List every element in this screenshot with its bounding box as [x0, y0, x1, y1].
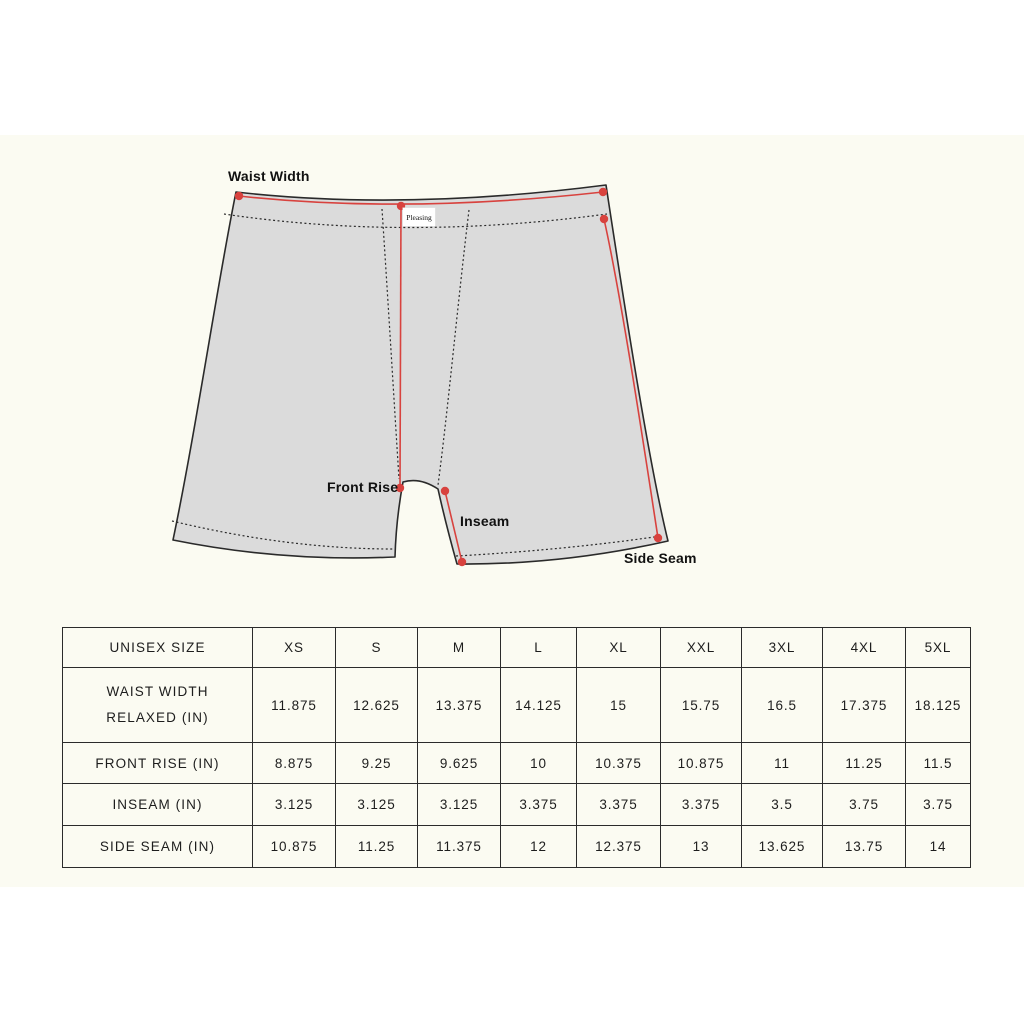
col-header-s: S [336, 628, 418, 668]
waist-width-label: Waist Width [228, 168, 310, 184]
table-cell: 12 [501, 826, 577, 868]
table-cell: 12.375 [577, 826, 661, 868]
col-header-l: L [501, 628, 577, 668]
table-cell: 11.25 [823, 743, 906, 784]
table-cell: 10.375 [577, 743, 661, 784]
table-cell: 3.375 [661, 784, 742, 826]
brand-tag: Pleasing [403, 208, 435, 226]
col-header-xxl: XXL [661, 628, 742, 668]
table-cell: 8.875 [253, 743, 336, 784]
inseam-label: Inseam [460, 513, 510, 529]
table-cell: 14.125 [501, 668, 577, 743]
shorts-outline [173, 185, 668, 564]
table-cell: 3.75 [906, 784, 971, 826]
col-header-m: M [418, 628, 501, 668]
table-cell: 9.625 [418, 743, 501, 784]
col-header-5xl: 5XL [906, 628, 971, 668]
table-cell: 14 [906, 826, 971, 868]
table-cell: 3.5 [742, 784, 823, 826]
table-cell: 13 [661, 826, 742, 868]
table-cell: 13.625 [742, 826, 823, 868]
size-table [62, 627, 971, 868]
table-cell: 13.75 [823, 826, 906, 868]
col-header-4xl: 4XL [823, 628, 906, 668]
table-cell: 18.125 [906, 668, 971, 743]
col-header-xl: XL [577, 628, 661, 668]
table-cell: 9.25 [336, 743, 418, 784]
table-cell: 11.375 [418, 826, 501, 868]
col-header-unisex-size: UNISEX SIZE [63, 628, 253, 668]
table-cell: 10.875 [253, 826, 336, 868]
col-header-xs: XS [253, 628, 336, 668]
col-header-3xl: 3XL [742, 628, 823, 668]
table-cell: 3.375 [501, 784, 577, 826]
table-cell: 11.5 [906, 743, 971, 784]
table-cell: 3.125 [336, 784, 418, 826]
table-row-waist-width [63, 668, 971, 743]
table-cell: 11 [742, 743, 823, 784]
row-label-waist-width: WAIST WIDTH RELAXED (IN) [63, 668, 253, 743]
table-cell: 16.5 [742, 668, 823, 743]
size-table-header-row [63, 628, 971, 668]
table-cell: 3.125 [253, 784, 336, 826]
table-cell: 17.375 [823, 668, 906, 743]
table-cell: 3.125 [418, 784, 501, 826]
table-cell: 10.875 [661, 743, 742, 784]
table-cell: 3.375 [577, 784, 661, 826]
front-rise-measure-line [400, 206, 401, 487]
table-cell: 12.625 [336, 668, 418, 743]
row-label-side-seam: SIDE SEAM (IN) [63, 826, 253, 868]
front-rise-label: Front Rise [327, 479, 399, 495]
side-seam-label: Side Seam [624, 550, 697, 566]
table-cell: 10 [501, 743, 577, 784]
table-row-inseam [63, 784, 971, 826]
table-cell: 15 [577, 668, 661, 743]
table-cell: 13.375 [418, 668, 501, 743]
table-cell: 15.75 [661, 668, 742, 743]
table-cell: 3.75 [823, 784, 906, 826]
table-cell: 11.25 [336, 826, 418, 868]
row-label-inseam: INSEAM (IN) [63, 784, 253, 826]
row-label-front-rise: FRONT RISE (IN) [63, 743, 253, 784]
table-row-front-rise [63, 743, 971, 784]
table-row-side-seam [63, 826, 971, 868]
table-cell: 11.875 [253, 668, 336, 743]
